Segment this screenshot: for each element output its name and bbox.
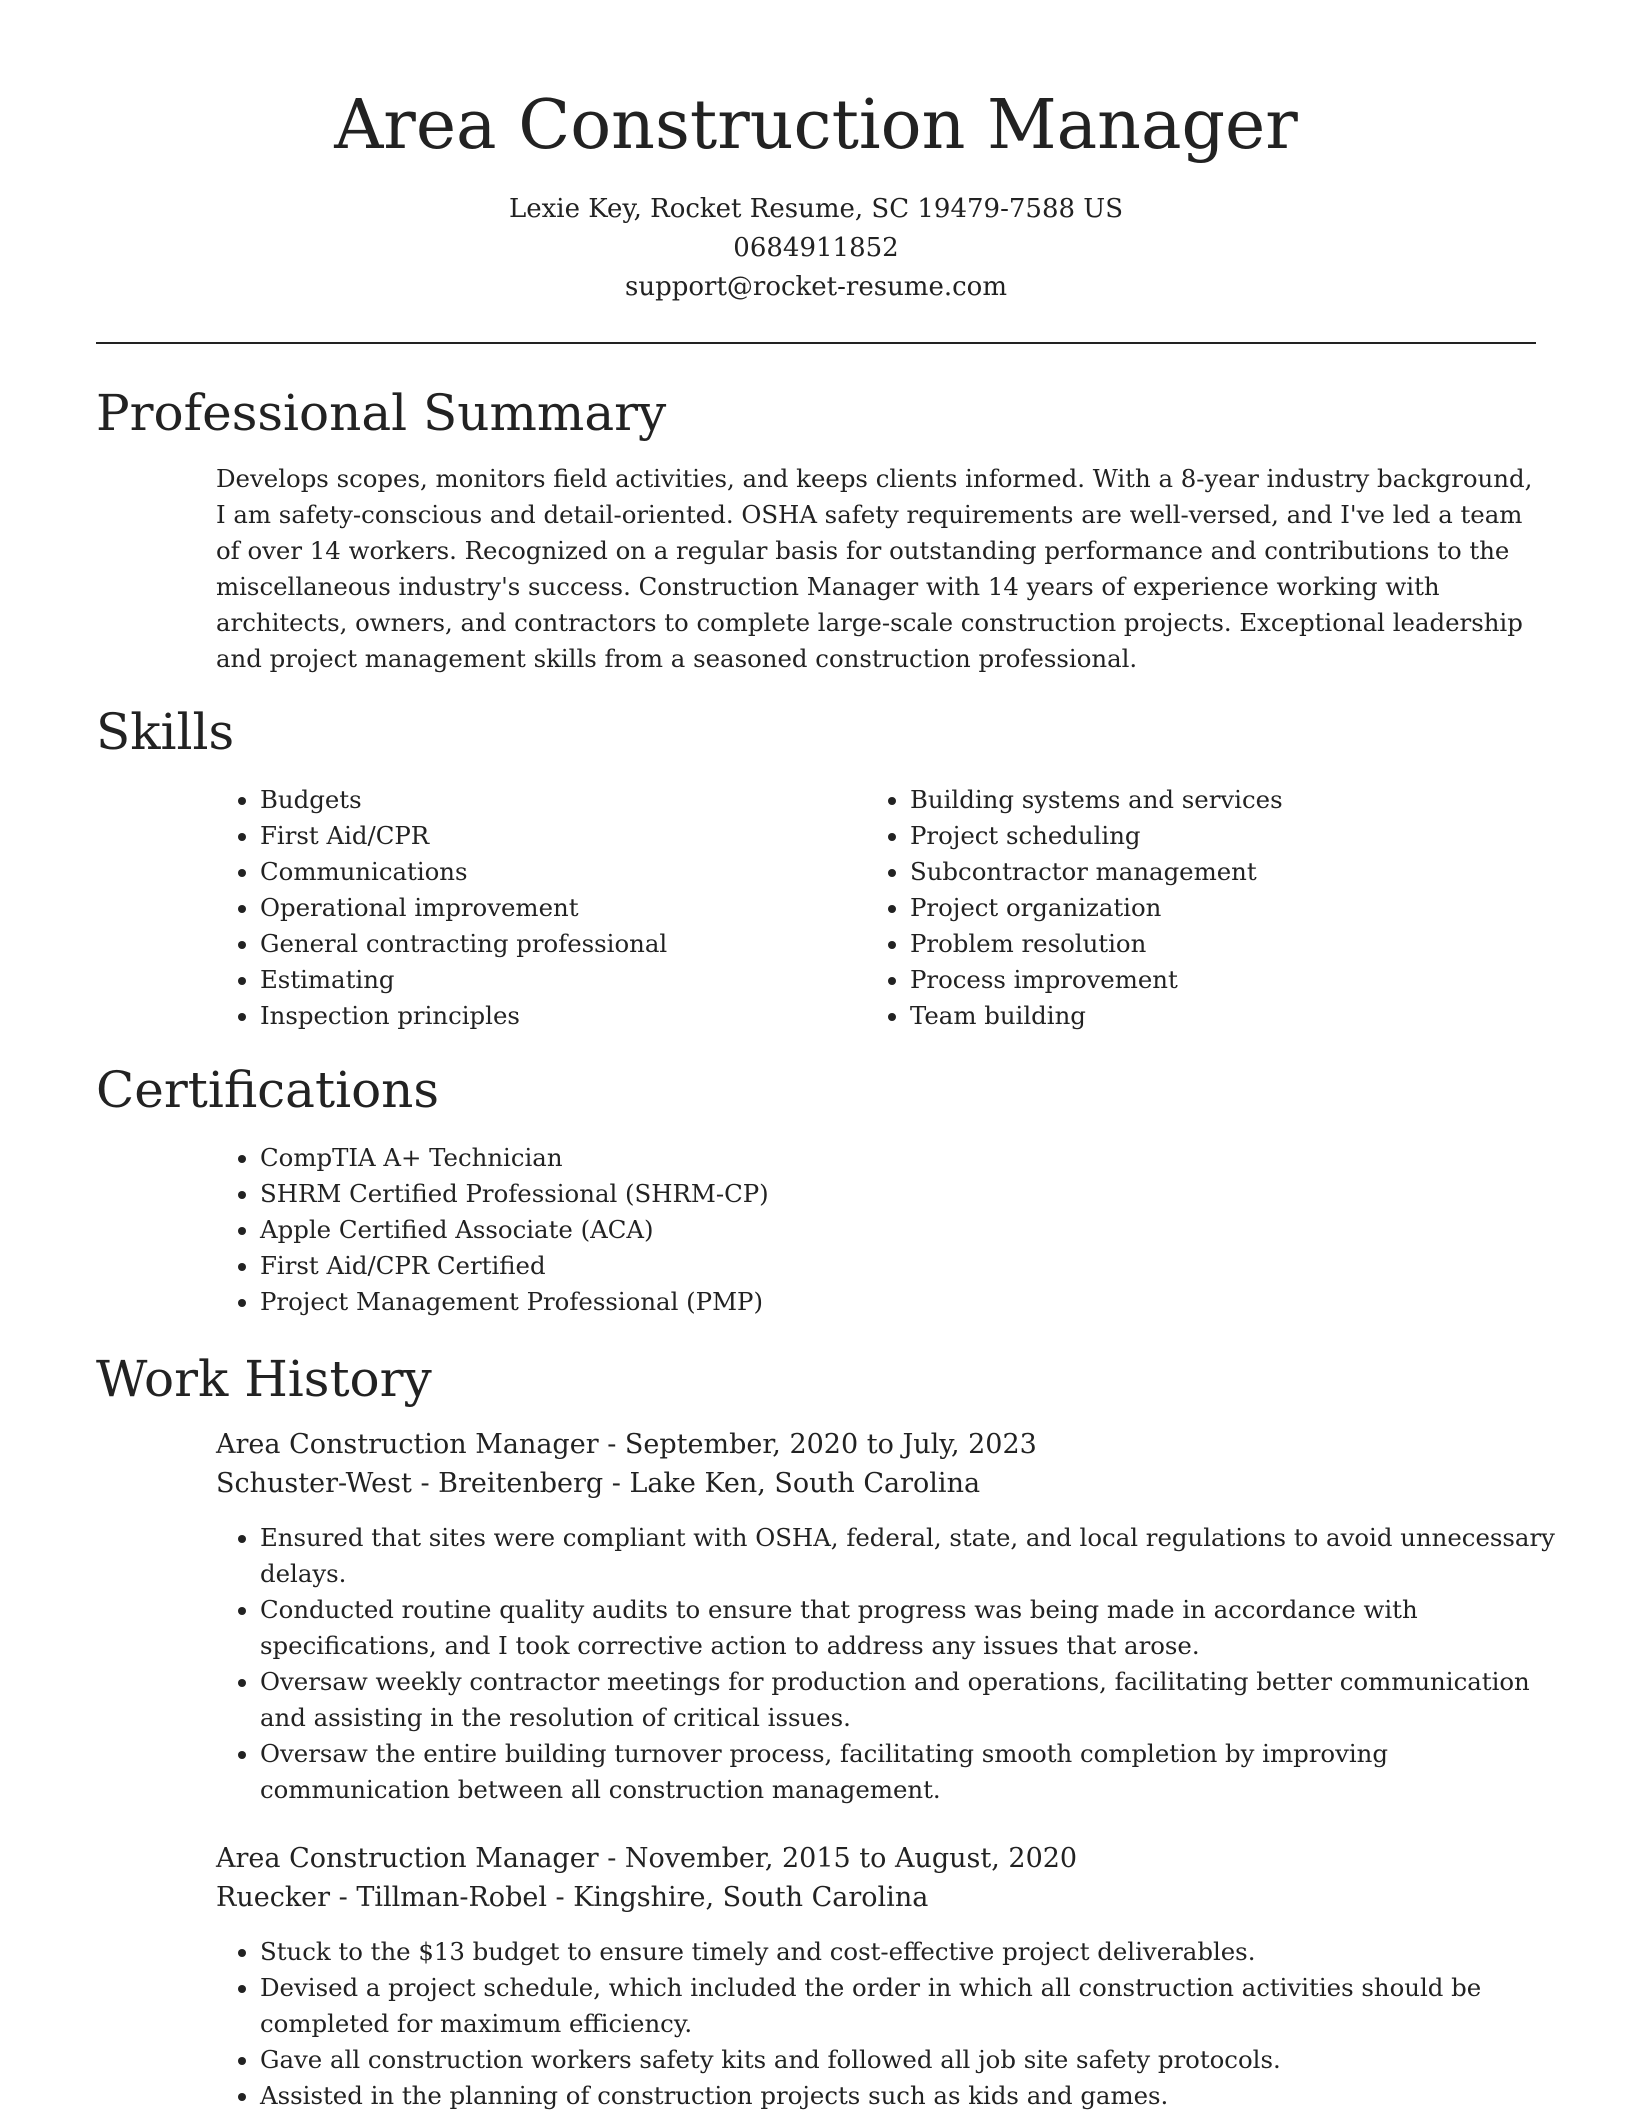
skill-item: • Inspection principles xyxy=(260,998,880,1034)
job-bullet: • Ensured that sites were compliant with OSHA, federal, state, and local regulations to avoid unnecessary delays. xyxy=(260,1520,1580,1592)
skill-item: • First Aid/CPR xyxy=(260,818,880,854)
job-location: - Lake Ken, South Carolina xyxy=(603,1468,981,1499)
skill-item: • Operational improvement xyxy=(260,890,880,926)
job-bullet: • Devised a project schedule, which included the order in which all construction activities should be completed for maximum efficiency. xyxy=(260,1970,1580,2042)
contact-address: Lexie Key, Rocket Resume, SC 19479-7588 US xyxy=(508,194,1124,224)
skill-item: • Communications xyxy=(260,854,880,890)
job-role: Area Construction Manager xyxy=(216,1843,599,1874)
job-title-line xyxy=(216,1840,1536,1878)
skills-heading: Skills xyxy=(96,703,235,761)
job-bullets xyxy=(216,1520,1580,1808)
certifications-heading: Certifications xyxy=(96,1061,440,1119)
skill-item: • Building systems and services xyxy=(910,782,1580,818)
job-company-line xyxy=(216,1879,1536,1917)
skill-item: • General contracting professional xyxy=(260,926,880,962)
contact-block xyxy=(0,190,1632,307)
certification-item: • Project Management Professional (PMP) xyxy=(260,1284,1580,1320)
certifications-list xyxy=(216,1140,1580,1320)
job-role: Area Construction Manager xyxy=(216,1429,599,1460)
certification-item: • CompTIA A+ Technician xyxy=(260,1140,1580,1176)
contact-phone: 0684911852 xyxy=(733,233,899,263)
skills-list-right xyxy=(866,782,1580,1034)
skill-item: • Team building xyxy=(910,998,1580,1034)
job-company-line xyxy=(216,1465,1536,1503)
job-bullet: • Oversaw the entire building turnover process, facilitating smooth completion by improving communication between all construction management. xyxy=(260,1736,1580,1808)
work-history-heading: Work History xyxy=(96,1350,432,1408)
skill-item: • Project scheduling xyxy=(910,818,1580,854)
header-divider xyxy=(96,342,1536,344)
summary-heading: Professional Summary xyxy=(96,384,667,442)
certification-item: • Apple Certified Associate (ACA) xyxy=(260,1212,1580,1248)
skill-item: • Budgets xyxy=(260,782,880,818)
job-dates: - September, 2020 to July, 2023 xyxy=(598,1429,1037,1460)
job-bullet: • Stuck to the $13 budget to ensure timely and cost-effective project deliverables. xyxy=(260,1934,1580,1970)
certification-item: • First Aid/CPR Certified xyxy=(260,1248,1580,1284)
job-bullet: • Conducted routine quality audits to ensure that progress was being made in accordance with specifications, and I took corrective action to address any issues that arose. xyxy=(260,1592,1580,1664)
job-bullets xyxy=(216,1934,1580,2114)
job-dates: - November, 2015 to August, 2020 xyxy=(598,1843,1078,1874)
job-title-line xyxy=(216,1426,1536,1464)
skill-item: • Process improvement xyxy=(910,962,1580,998)
skill-item: • Project organization xyxy=(910,890,1580,926)
contact-email: support@rocket-resume.com xyxy=(624,272,1007,302)
job-company: Schuster-West - Breitenberg xyxy=(216,1468,604,1499)
summary-text: Develops scopes, monitors field activities, and keeps clients informed. With a 8-year industry background, I am safety-conscious and detail-oriented. OSHA safety requirements are well-versed, and I've led a team of over 14 workers. Recognized on a regular basis for outstanding performance and contributions to the miscellaneous industry's success. Construction Manager with 14 years of experience working with architects, owners, and contractors to complete large-scale construction projects. Exceptional leadership and project management skills from a seasoned construction professional. xyxy=(216,464,1533,673)
certification-item: • SHRM Certified Professional (SHRM-CP) xyxy=(260,1176,1580,1212)
job-company: Ruecker - Tillman-Robel xyxy=(216,1882,547,1913)
job-bullet: • Gave all construction workers safety kits and followed all job site safety protocols. xyxy=(260,2042,1580,2078)
resume-title: Area Construction Manager xyxy=(334,86,1298,165)
job-bullet: • Oversaw weekly contractor meetings for production and operations, facilitating better communication and assisting in the resolution of critical issues. xyxy=(260,1664,1580,1736)
job-bullet: • Assisted in the planning of construction projects such as kids and games. xyxy=(260,2078,1580,2114)
skill-item: • Subcontractor management xyxy=(910,854,1580,890)
skills-list-left xyxy=(216,782,880,1034)
skill-item: • Problem resolution xyxy=(910,926,1580,962)
job-location: - Kingshire, South Carolina xyxy=(546,1882,929,1913)
skill-item: • Estimating xyxy=(260,962,880,998)
